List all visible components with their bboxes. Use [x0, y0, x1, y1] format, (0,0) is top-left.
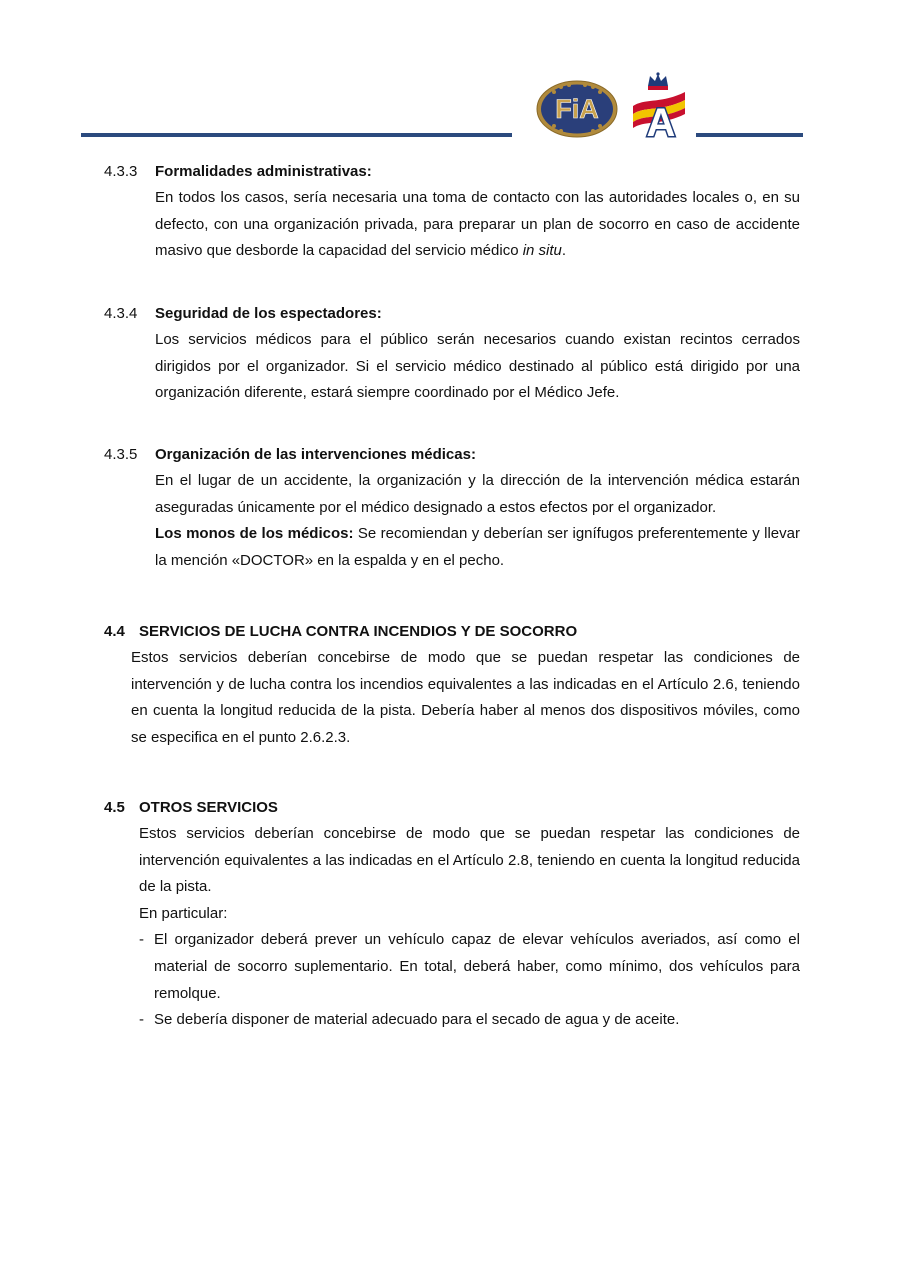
- section-4-4: [104, 619, 800, 751]
- section-4-5: [104, 795, 800, 1034]
- crown-icon: [648, 72, 668, 90]
- section-title: Formalidades administrativas:: [155, 163, 372, 180]
- section-4-3-3-heading: [104, 159, 800, 185]
- section-intro: En particular:: [139, 904, 228, 922]
- section-number: 4.3.4: [104, 305, 138, 322]
- section-title: OTROS SERVICIOS: [139, 799, 278, 816]
- fia-logo-text: FiA: [555, 94, 599, 124]
- section-4-5-heading: [104, 795, 800, 821]
- section-4-3-4: [104, 301, 800, 407]
- section-4-3-3: [104, 159, 800, 265]
- rfea-logo: [627, 72, 689, 138]
- list-dash: -: [139, 1011, 144, 1029]
- section-paragraph: En el lugar de un accidente, la organización y la dirección de la intervención médica estarán aseguradas únicamente por el médico designado a estos efectos por el organizador.: [155, 472, 800, 516]
- list-item: [139, 927, 800, 1007]
- page-header: [0, 0, 905, 150]
- section-4-3-5-heading: [104, 442, 800, 468]
- section-title: SERVICIOS DE LUCHA CONTRA INCENDIOS Y DE SOCORRO: [139, 623, 578, 640]
- section-paragraph: Estos servicios deberían concebirse de modo que se puedan respetar las condiciones de intervención y de lucha contra los incendios equivalentes a las indicadas en el Artículo 2.6, teniendo en cuenta la longitud reducida de la pista. Debería haber al menos dos dispositivos móviles, como se especifica en el punto 2.6.2.3.: [131, 649, 800, 746]
- list-item: [139, 1007, 800, 1034]
- header-rule-left: [81, 133, 512, 137]
- section-number: 4.3.5: [104, 446, 138, 463]
- section-4-3-5: [104, 442, 800, 574]
- section-paragraph: Estos servicios deberían concebirse de modo que se puedan respetar las condiciones de intervención equivalentes a las indicadas en el Artículo 2.8, teniendo en cuenta la longitud reducida de la pista.: [139, 825, 800, 896]
- list-item-text: Se debería disponer de material adecuado para el secado de agua y de aceite.: [154, 1011, 680, 1029]
- section-title: Organización de las intervenciones médicas:: [155, 446, 476, 463]
- section-paragraph: Los servicios médicos para el público serán necesarios cuando existan recintos cerrados dirigidos por el organizador. Si el servicio médico destinado al público está dirigido por una organización diferente, estará siempre coordinado por el Médico Jefe.: [155, 331, 800, 402]
- section-number: 4.4: [104, 623, 125, 640]
- section-4-3-4-heading: [104, 301, 800, 327]
- header-rule-right: [696, 133, 803, 137]
- section-title: Seguridad de los espectadores:: [155, 305, 382, 322]
- rfea-logo-text: A: [646, 101, 676, 138]
- list-dash: -: [139, 931, 144, 949]
- list-item-text: El organizador deberá prever un vehículo capaz de elevar vehículos averiados, así como el material de socorro suplementario. En total, deberá haber, como mínimo, dos vehículos para remolque.: [154, 931, 800, 1002]
- section-number: 4.3.3: [104, 163, 138, 180]
- section-paragraph: En todos los casos, sería necesaria una toma de contacto con las autoridades locales o, en su defecto, con una organización privada, para preparar un plan de socorro en caso de accidente masivo que desborde la capacidad del servicio médico in situ.: [155, 189, 800, 260]
- section-number: 4.5: [104, 799, 125, 816]
- section-4-4-heading: [104, 619, 800, 645]
- fia-logo: [536, 80, 618, 138]
- section-paragraph: Los monos de los médicos: Se recomiendan y deberían ser ignífugos preferentemente y llevar la mención «DOCTOR» en la espalda y en el pecho.: [155, 525, 800, 569]
